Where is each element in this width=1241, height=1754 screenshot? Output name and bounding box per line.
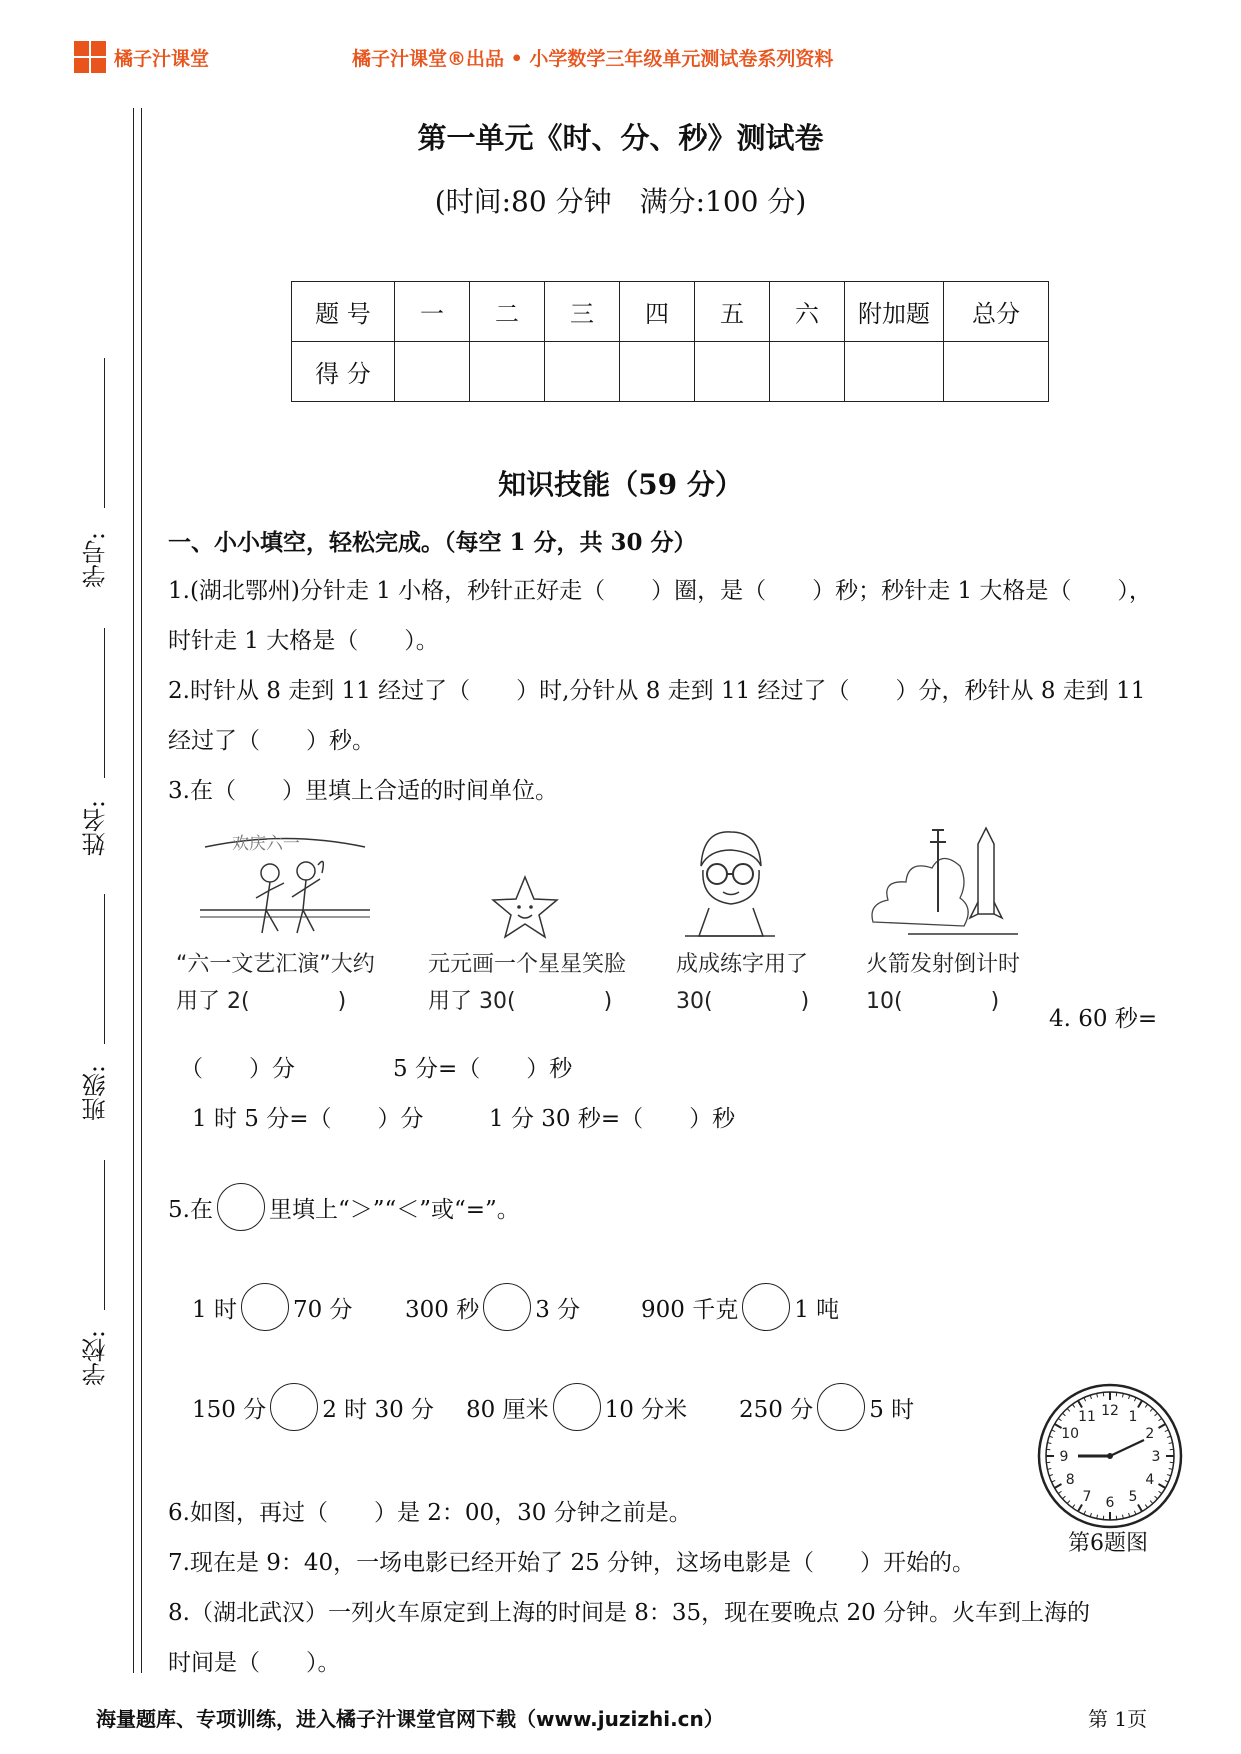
picture-2-caption-line2: 用了 30( ) <box>428 989 613 1014</box>
clock-tick <box>1167 1436 1171 1437</box>
compare-right: 2 时 30 分 <box>322 1396 435 1423</box>
compare-item <box>405 1283 580 1331</box>
score-table-score-row <box>292 342 1049 402</box>
score-cell[interactable] <box>845 342 944 402</box>
question-4-item: 1 分 30 秒=（ ）秒 <box>489 1106 736 1132</box>
clock-tick <box>1145 1505 1147 1508</box>
clock-caption: 第6题图 <box>1068 1531 1148 1556</box>
page-number: 第 1页 <box>1088 1707 1148 1731</box>
clock-tick <box>1165 1480 1169 1482</box>
clock-tick <box>1138 1401 1142 1408</box>
clock-tick <box>1072 1505 1074 1508</box>
clock-tick <box>1155 1413 1158 1416</box>
rocket-launch-illustration <box>868 822 1028 940</box>
question-4-head: 4. 60 秒= <box>1049 1006 1158 1032</box>
dancers-illustration <box>200 825 370 940</box>
question-4-item: （ ）分 <box>180 1056 295 1082</box>
score-cell[interactable] <box>545 342 620 402</box>
table-header-cell: 附加题 <box>845 282 944 342</box>
clock-tick <box>1078 1401 1082 1408</box>
banner-text: 欢庆六一 <box>232 834 300 854</box>
clock-tick <box>1058 1491 1061 1493</box>
question-5 <box>168 1183 520 1231</box>
section-title: 知识技能（59 分） <box>498 468 743 501</box>
score-cell[interactable] <box>620 342 695 402</box>
answer-circle[interactable] <box>553 1383 601 1431</box>
part1-heading: 一、小小填空，轻松完成。（每空 1 分，共 30 分） <box>168 529 697 556</box>
clock-tick <box>1049 1475 1053 1476</box>
clock-figure <box>1036 1382 1184 1530</box>
clock-number: 12 <box>1101 1403 1119 1419</box>
table-header-cell: 二 <box>470 282 545 342</box>
name-blank[interactable] <box>104 628 105 778</box>
answer-circle[interactable] <box>217 1183 265 1231</box>
question-1-line1: 1.(湖北鄂州)分针走 1 小格，秒针正好走（ ）圈，是（ ）秒；秒针走 1 大格是（ ）， <box>168 578 1152 604</box>
question-4-item: 5 分=（ ）秒 <box>393 1056 573 1082</box>
student-number-label: 学号: <box>82 532 110 589</box>
answer-circle[interactable] <box>817 1383 865 1431</box>
clock-tick <box>1138 1504 1142 1511</box>
score-cell[interactable] <box>395 342 470 402</box>
picture-3-caption-line1: 成成练字用了 <box>676 952 809 977</box>
compare-right: 10 分米 <box>604 1396 688 1423</box>
star-smiley-illustration <box>490 873 560 941</box>
clock-number: 10 <box>1061 1426 1080 1442</box>
compare-item <box>466 1383 687 1431</box>
clock-number: 2 <box>1145 1426 1155 1442</box>
clock-number: 5 <box>1128 1488 1138 1505</box>
margin-line-outer <box>133 108 134 1673</box>
school-label: 学校: <box>82 1330 110 1387</box>
clock-tick <box>1084 1398 1086 1402</box>
clock-number: 9 <box>1059 1449 1069 1465</box>
clock-tick <box>1159 1491 1162 1493</box>
clock-tick <box>1067 1501 1070 1504</box>
name-label: 姓名: <box>82 800 110 857</box>
clock-tick <box>1052 1430 1056 1432</box>
clock-tick <box>1129 1395 1130 1399</box>
clock-tick <box>1167 1475 1171 1476</box>
picture-1-caption-line2: 用了 2( ) <box>176 989 347 1014</box>
picture-4-caption-line2: 10( ) <box>866 989 1000 1014</box>
compare-item <box>192 1283 353 1331</box>
clock-number: 6 <box>1105 1495 1115 1511</box>
clock-number: 4 <box>1145 1472 1155 1488</box>
clock-number: 3 <box>1151 1449 1161 1465</box>
clock-tick <box>1129 1513 1130 1517</box>
question-2-line2: 经过了（ ）秒。 <box>168 728 375 754</box>
score-table-header-row <box>292 282 1049 342</box>
clock-tick <box>1165 1430 1169 1432</box>
page-subtitle: (时间:80 分钟 满分:100 分) <box>434 185 807 218</box>
answer-circle[interactable] <box>742 1283 790 1331</box>
school-blank[interactable] <box>104 1160 105 1310</box>
compare-right: 3 分 <box>535 1296 581 1323</box>
question-5-prefix: 5.在 <box>168 1196 213 1223</box>
score-cell[interactable] <box>770 342 845 402</box>
clock-number: 8 <box>1065 1472 1075 1488</box>
clock-tick <box>1084 1511 1086 1515</box>
picture-3-caption-line2: 30( ) <box>676 989 810 1014</box>
clock-tick <box>1055 1484 1062 1488</box>
question-2-line1: 2.时针从 8 走到 11 经过了（ ）时,分针从 8 走到 11 经过了（ ）分，秒针从 8 走到 11 <box>168 678 1146 704</box>
table-header-cell: 一 <box>395 282 470 342</box>
page-title: 第一单元《时、分、秒》测试卷 <box>417 121 824 155</box>
clock-tick <box>1150 1501 1153 1504</box>
picture-2-caption-line1: 元元画一个星星笑脸 <box>428 952 627 977</box>
clock-tick <box>1072 1404 1074 1407</box>
margin-line-inner <box>141 108 142 1673</box>
logo-text: 橘子汁课堂 <box>114 47 210 70</box>
score-cell[interactable] <box>944 342 1049 402</box>
table-header-cell: 六 <box>770 282 845 342</box>
question-4-item: 1 时 5 分=（ ）分 <box>192 1106 424 1132</box>
picture-4-caption-line1: 火箭发射倒计时 <box>866 952 1021 977</box>
table-header-cell: 总分 <box>944 282 1049 342</box>
compare-left: 150 分 <box>192 1396 267 1423</box>
clock-tick <box>1090 1513 1091 1517</box>
question-3: 3.在（ ）里填上合适的时间单位。 <box>168 778 558 804</box>
compare-right: 1 吨 <box>794 1296 840 1323</box>
clock-tick <box>1078 1504 1082 1511</box>
answer-circle[interactable] <box>483 1283 531 1331</box>
compare-left: 300 秒 <box>405 1296 480 1323</box>
score-cell[interactable] <box>695 342 770 402</box>
clock-tick <box>1090 1395 1091 1399</box>
compare-right: 70 分 <box>292 1296 353 1323</box>
clock-tick <box>1049 1436 1053 1437</box>
score-table <box>291 281 1049 402</box>
compare-left: 80 厘米 <box>466 1396 549 1423</box>
question-7: 7.现在是 9：40，一场电影已经开始了 25 分钟，这场电影是（ ）开始的。 <box>168 1550 976 1576</box>
clock-number: 11 <box>1078 1409 1096 1426</box>
footer-text: 海量题库、专项训练，进入橘子汁课堂官网下载（www.juzizhi.cn） <box>96 1707 724 1731</box>
question-6: 6.如图，再过（ ）是 2：00，30 分钟之前是。 <box>168 1500 692 1526</box>
table-header-cell: 五 <box>695 282 770 342</box>
question-8-line1: 8.（湖北武汉）一列火车原定到上海的时间是 8：35，现在要晚点 20 分钟。火车到上海的 <box>168 1600 1091 1626</box>
table-header-cell: 三 <box>545 282 620 342</box>
compare-item <box>739 1383 914 1431</box>
compare-left: 250 分 <box>739 1396 814 1423</box>
table-header-cell: 四 <box>620 282 695 342</box>
compare-item <box>192 1383 434 1431</box>
clock-number: 1 <box>1128 1409 1138 1426</box>
answer-circle[interactable] <box>270 1383 318 1431</box>
clock-tick <box>1159 1418 1162 1420</box>
class-label: 班级: <box>82 1065 110 1122</box>
brand-logo <box>74 41 209 73</box>
class-blank[interactable] <box>104 894 105 1044</box>
header-title: 橘子汁课堂®出品 • 小学数学三年级单元测试卷系列资料 <box>352 48 834 70</box>
clock-tick <box>1062 1413 1065 1416</box>
compare-item <box>641 1283 839 1331</box>
question-8-line2: 时间是（ ）。 <box>168 1650 341 1676</box>
question-1-line2: 时针走 1 大格是（ ）。 <box>168 628 439 654</box>
clock-tick <box>1155 1496 1158 1499</box>
compare-right: 5 时 <box>869 1396 915 1423</box>
clock-tick <box>1052 1480 1056 1482</box>
compare-left: 900 千克 <box>641 1296 739 1323</box>
clock-tick <box>1145 1404 1147 1407</box>
clock-tick <box>1158 1484 1165 1488</box>
boy-writing-illustration <box>685 824 775 942</box>
score-cell[interactable] <box>470 342 545 402</box>
clock-tick <box>1067 1408 1070 1411</box>
orange-logo-icon <box>74 41 106 73</box>
answer-circle[interactable] <box>241 1283 289 1331</box>
clock-tick <box>1058 1418 1061 1420</box>
picture-1-caption-line1: “六一文艺汇演”大约 <box>176 952 375 977</box>
clock-tick <box>1158 1424 1165 1428</box>
table-row-label: 得 分 <box>292 342 395 402</box>
compare-left: 1 时 <box>192 1296 237 1323</box>
clock-number: 7 <box>1082 1488 1092 1505</box>
clock-tick <box>1134 1511 1136 1515</box>
question-5-text: 里填上“＞”“＜”或“=”。 <box>268 1196 520 1223</box>
clock-tick <box>1150 1408 1153 1411</box>
table-header-cell: 题 号 <box>292 282 395 342</box>
clock-tick <box>1134 1398 1136 1402</box>
clock-tick <box>1062 1496 1065 1499</box>
clock-minute-hand <box>1110 1440 1144 1456</box>
